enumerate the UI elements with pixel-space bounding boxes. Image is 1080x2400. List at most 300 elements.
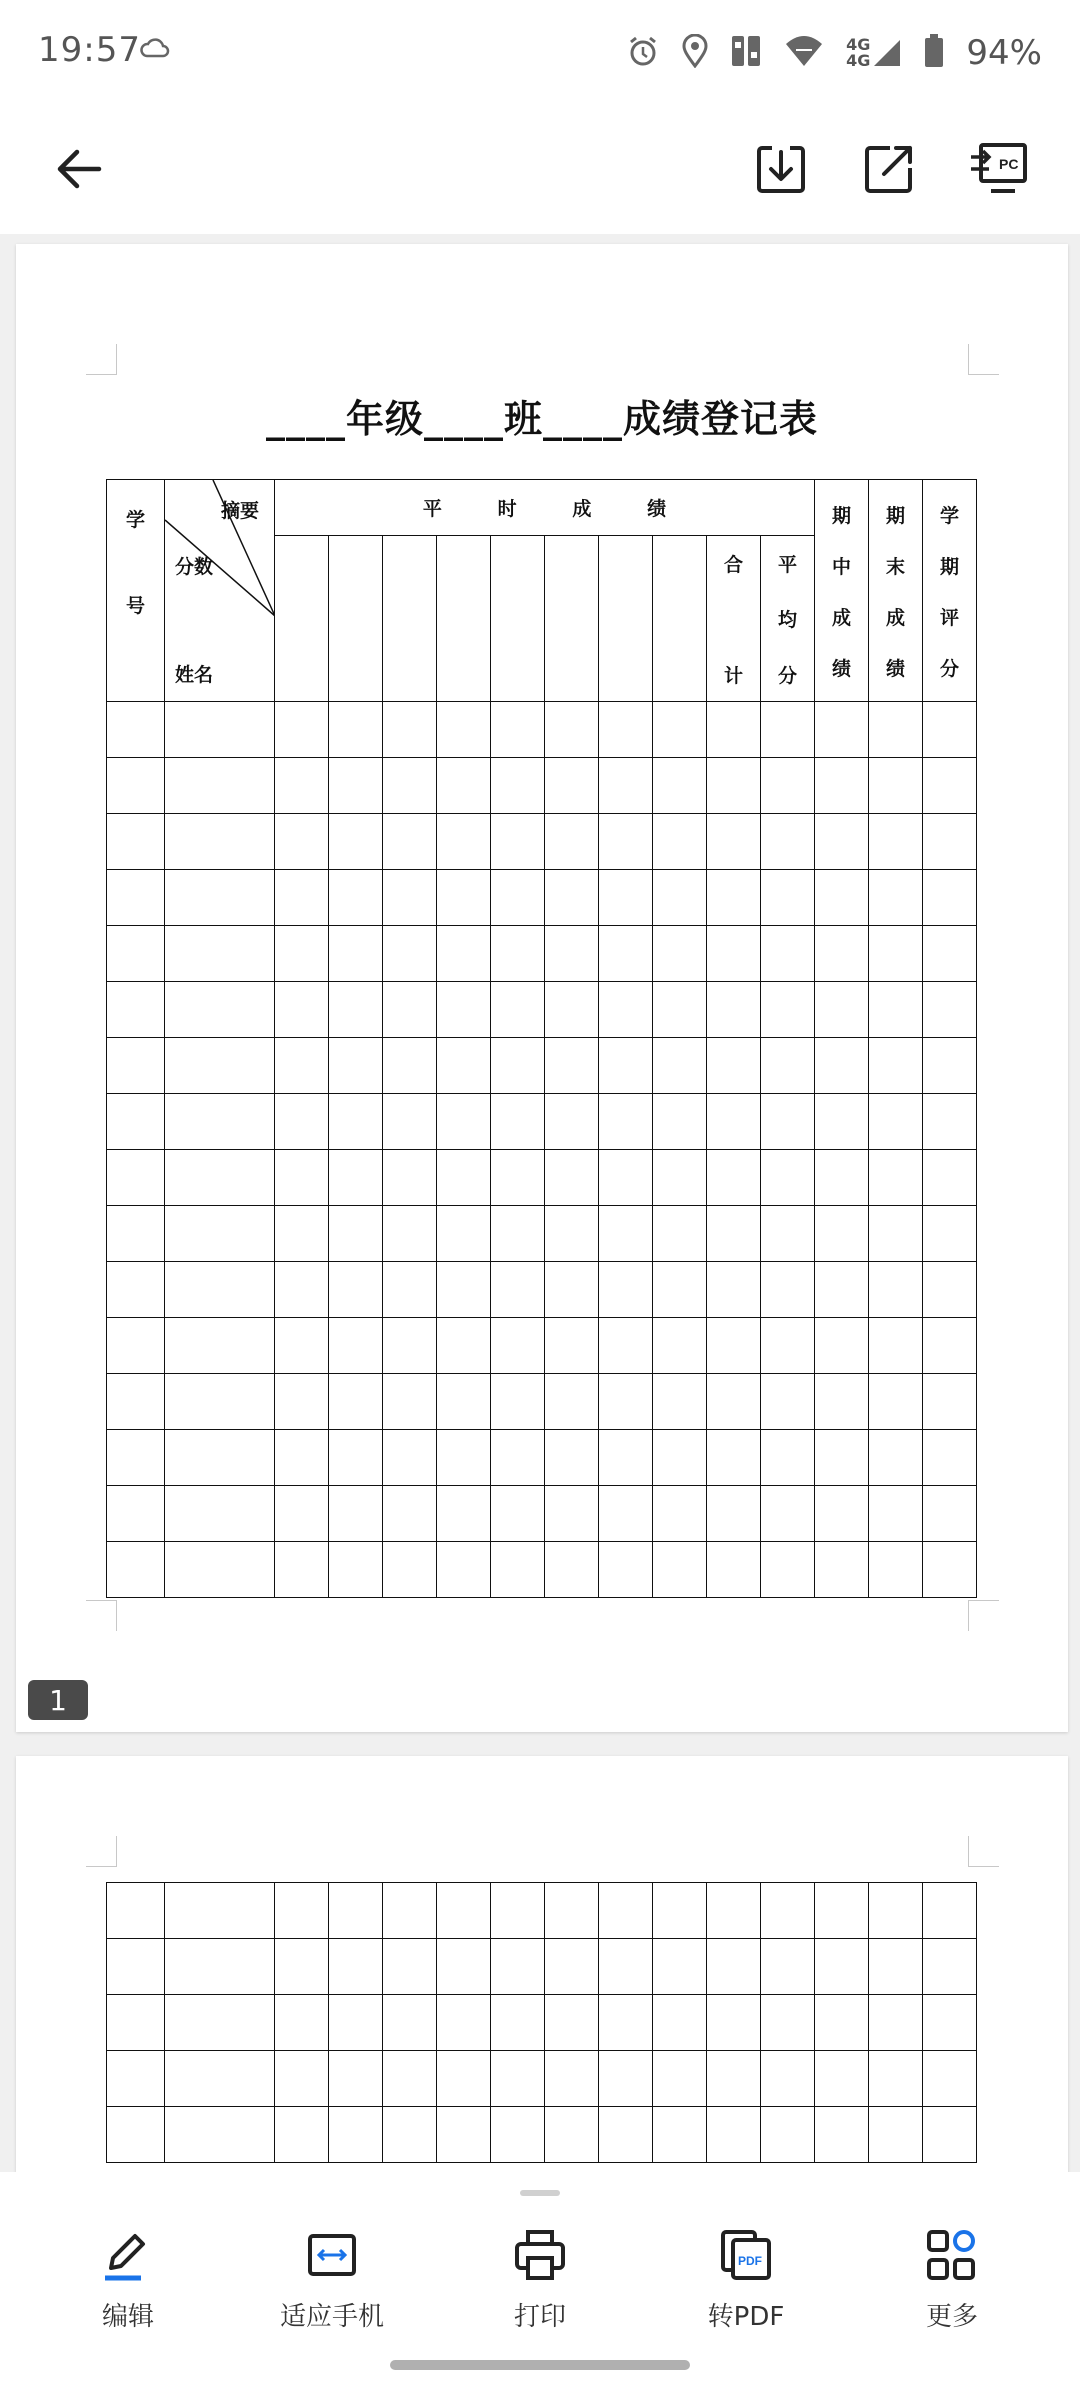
table-cell xyxy=(165,2051,275,2107)
header-midterm: 期 中 成 绩 xyxy=(815,480,869,702)
crop-mark xyxy=(968,344,999,375)
table-cell xyxy=(275,1038,329,1094)
table-cell xyxy=(383,1038,437,1094)
table-cell xyxy=(329,1150,383,1206)
table-row xyxy=(107,1939,977,1995)
battery-icon xyxy=(924,34,944,72)
table-cell xyxy=(869,982,923,1038)
table-cell xyxy=(329,926,383,982)
header-semester: 学 期 评 分 xyxy=(923,480,977,702)
table-cell xyxy=(923,1542,977,1598)
table-cell xyxy=(761,702,815,758)
blank-header-cell xyxy=(383,536,437,702)
table-cell xyxy=(869,1883,923,1939)
arrow-left-icon xyxy=(53,143,105,195)
table-cell xyxy=(491,1883,545,1939)
table-cell xyxy=(329,1206,383,1262)
table-cell xyxy=(707,2107,761,2163)
table-cell xyxy=(815,1038,869,1094)
table-cell xyxy=(761,1486,815,1542)
table-row xyxy=(107,1542,977,1598)
header-summary-label: 摘要 xyxy=(221,500,260,522)
table-row xyxy=(107,1374,977,1430)
more-button[interactable]: 更多 xyxy=(852,2228,1052,2333)
table-row xyxy=(107,1094,977,1150)
table-cell xyxy=(707,1883,761,1939)
table-cell xyxy=(923,1150,977,1206)
table-cell xyxy=(707,1374,761,1430)
drag-handle[interactable] xyxy=(520,2190,560,2196)
download-icon xyxy=(754,142,808,196)
table-cell xyxy=(761,2051,815,2107)
table-cell xyxy=(329,1995,383,2051)
table-cell xyxy=(275,982,329,1038)
table-cell xyxy=(599,2051,653,2107)
table-cell xyxy=(329,1486,383,1542)
table-row xyxy=(107,870,977,926)
table-cell xyxy=(653,1038,707,1094)
table-row xyxy=(107,1995,977,2051)
table-cell xyxy=(599,758,653,814)
table-cell xyxy=(437,1206,491,1262)
table-cell xyxy=(545,1542,599,1598)
table-cell xyxy=(707,1038,761,1094)
header-average: 平 均 分 xyxy=(761,536,815,702)
table-cell xyxy=(107,1150,165,1206)
table-row xyxy=(107,2107,977,2163)
table-row xyxy=(107,758,977,814)
table-cell xyxy=(653,1374,707,1430)
table-cell xyxy=(869,1262,923,1318)
table-cell xyxy=(437,1318,491,1374)
table-cell xyxy=(329,1542,383,1598)
table-cell xyxy=(107,1374,165,1430)
table-cell xyxy=(599,982,653,1038)
table-cell xyxy=(437,702,491,758)
battery-percentage: 94% xyxy=(966,33,1042,73)
table-cell xyxy=(599,1150,653,1206)
table-cell xyxy=(329,1939,383,1995)
table-cell xyxy=(599,870,653,926)
alarm-icon xyxy=(626,34,660,72)
table-cell xyxy=(869,758,923,814)
table-cell xyxy=(599,1206,653,1262)
table-cell xyxy=(599,926,653,982)
table-cell xyxy=(869,2051,923,2107)
table-cell xyxy=(707,702,761,758)
table-cell xyxy=(653,814,707,870)
table-cell xyxy=(653,1094,707,1150)
convert-pdf-button[interactable]: PDF 转PDF xyxy=(646,2228,846,2333)
table-cell xyxy=(923,1486,977,1542)
table-cell xyxy=(815,1486,869,1542)
blank-header-cell xyxy=(653,536,707,702)
table-cell xyxy=(869,1206,923,1262)
table-cell xyxy=(599,1262,653,1318)
document-page-1[interactable] xyxy=(16,244,1068,1732)
table-cell xyxy=(653,1430,707,1486)
table-cell xyxy=(815,2051,869,2107)
table-cell xyxy=(383,1374,437,1430)
download-button[interactable] xyxy=(738,126,824,212)
table-cell xyxy=(653,926,707,982)
table-cell xyxy=(923,2051,977,2107)
table-cell xyxy=(869,1542,923,1598)
table-cell xyxy=(165,1150,275,1206)
table-cell xyxy=(329,1262,383,1318)
table-cell xyxy=(869,1374,923,1430)
crop-mark xyxy=(86,344,117,375)
table-cell xyxy=(383,1150,437,1206)
blank-header-cell xyxy=(491,536,545,702)
table-cell xyxy=(653,982,707,1038)
table-cell xyxy=(329,2051,383,2107)
table-cell xyxy=(275,1430,329,1486)
table-cell xyxy=(437,1542,491,1598)
table-cell xyxy=(437,1939,491,1995)
table-cell xyxy=(653,1318,707,1374)
table-cell xyxy=(383,758,437,814)
table-cell xyxy=(707,1206,761,1262)
blank-header-cell xyxy=(275,536,329,702)
table-cell xyxy=(165,814,275,870)
table-cell xyxy=(545,814,599,870)
table-cell xyxy=(491,1038,545,1094)
table-cell xyxy=(599,1883,653,1939)
table-cell xyxy=(707,1150,761,1206)
table-cell xyxy=(545,1374,599,1430)
table-cell xyxy=(707,1318,761,1374)
table-cell xyxy=(761,758,815,814)
table-cell xyxy=(165,758,275,814)
table-cell xyxy=(815,1374,869,1430)
table-cell xyxy=(545,982,599,1038)
table-cell xyxy=(869,1939,923,1995)
more-grid-icon xyxy=(925,2228,979,2282)
table-cell xyxy=(923,1430,977,1486)
table-cell xyxy=(545,2051,599,2107)
table-cell xyxy=(815,926,869,982)
table-cell xyxy=(869,1486,923,1542)
table-cell xyxy=(275,814,329,870)
table-cell xyxy=(437,758,491,814)
table-cell xyxy=(437,870,491,926)
table-cell xyxy=(275,1262,329,1318)
table-cell xyxy=(107,1486,165,1542)
table-cell xyxy=(437,1150,491,1206)
table-cell xyxy=(275,870,329,926)
table-cell xyxy=(107,1430,165,1486)
table-cell xyxy=(275,758,329,814)
table-cell xyxy=(545,1883,599,1939)
table-cell xyxy=(491,1206,545,1262)
table-cell xyxy=(383,2051,437,2107)
table-cell xyxy=(923,870,977,926)
table-cell xyxy=(165,1374,275,1430)
table-cell xyxy=(653,1883,707,1939)
table-cell xyxy=(491,1150,545,1206)
back-button[interactable] xyxy=(36,126,122,212)
table-cell xyxy=(869,1995,923,2051)
table-cell xyxy=(329,982,383,1038)
gesture-navigation-bar[interactable] xyxy=(390,2360,690,2370)
table-cell xyxy=(761,2107,815,2163)
share-button[interactable] xyxy=(846,126,932,212)
table-cell xyxy=(437,1094,491,1150)
table-cell xyxy=(707,1939,761,1995)
table-cell xyxy=(275,1318,329,1374)
table-cell xyxy=(545,1262,599,1318)
table-cell xyxy=(491,870,545,926)
table-cell xyxy=(707,2051,761,2107)
table-cell xyxy=(165,1038,275,1094)
table-row xyxy=(107,1430,977,1486)
table-cell xyxy=(923,1374,977,1430)
nfc-icon xyxy=(730,34,762,72)
table-cell xyxy=(329,702,383,758)
table-cell xyxy=(275,1206,329,1262)
table-cell xyxy=(437,2107,491,2163)
table-cell xyxy=(107,1318,165,1374)
table-cell xyxy=(923,814,977,870)
table-cell xyxy=(165,1995,275,2051)
table-cell xyxy=(653,702,707,758)
table-cell xyxy=(761,1150,815,1206)
table-cell xyxy=(437,1430,491,1486)
table-cell xyxy=(165,982,275,1038)
table-cell xyxy=(107,814,165,870)
table-cell xyxy=(653,2107,707,2163)
table-cell xyxy=(383,1262,437,1318)
table-cell xyxy=(437,1883,491,1939)
table-cell xyxy=(383,1542,437,1598)
edit-button[interactable]: 编辑 xyxy=(28,2228,228,2333)
table-cell xyxy=(383,870,437,926)
table-cell xyxy=(761,1262,815,1318)
table-cell xyxy=(491,1486,545,1542)
table-cell xyxy=(815,1939,869,1995)
table-cell xyxy=(599,1486,653,1542)
table-cell xyxy=(107,1995,165,2051)
table-cell xyxy=(491,926,545,982)
table-cell xyxy=(491,1094,545,1150)
table-cell xyxy=(761,1038,815,1094)
table-cell xyxy=(275,1150,329,1206)
table-cell xyxy=(653,1150,707,1206)
table-cell xyxy=(923,1883,977,1939)
table-cell xyxy=(165,1883,275,1939)
table-cell xyxy=(545,926,599,982)
table-cell xyxy=(599,1374,653,1430)
table-cell xyxy=(923,1939,977,1995)
table-cell xyxy=(107,1542,165,1598)
table-cell xyxy=(383,1430,437,1486)
table-cell xyxy=(491,1430,545,1486)
table-cell xyxy=(707,1995,761,2051)
table-cell xyxy=(107,982,165,1038)
table-cell xyxy=(761,1430,815,1486)
table-cell xyxy=(491,1939,545,1995)
table-cell xyxy=(107,758,165,814)
table-row xyxy=(107,1150,977,1206)
table-cell xyxy=(437,1262,491,1318)
table-cell xyxy=(275,2051,329,2107)
table-cell xyxy=(165,1939,275,1995)
table-cell xyxy=(329,2107,383,2163)
table-cell xyxy=(599,1995,653,2051)
header-diagonal-cell xyxy=(165,480,275,702)
crop-mark xyxy=(968,1600,999,1631)
table-cell xyxy=(383,814,437,870)
table-cell xyxy=(761,1374,815,1430)
table-cell xyxy=(491,1318,545,1374)
table-cell xyxy=(275,702,329,758)
table-cell xyxy=(815,1995,869,2051)
document-page-2[interactable] xyxy=(16,1756,1068,2176)
table-cell xyxy=(599,1939,653,1995)
table-cell xyxy=(815,1430,869,1486)
header-student-id: 学 号 xyxy=(107,480,165,702)
table-cell xyxy=(815,1318,869,1374)
table-cell xyxy=(329,1318,383,1374)
table-cell xyxy=(869,1094,923,1150)
table-cell xyxy=(761,1939,815,1995)
table-cell xyxy=(815,1883,869,1939)
table-cell xyxy=(437,982,491,1038)
table-cell xyxy=(491,1262,545,1318)
table-row xyxy=(107,1262,977,1318)
table-cell xyxy=(491,1374,545,1430)
table-cell xyxy=(761,870,815,926)
table-cell xyxy=(815,1150,869,1206)
table-cell xyxy=(165,870,275,926)
table-row xyxy=(107,1038,977,1094)
table-cell xyxy=(383,1206,437,1262)
table-cell xyxy=(107,702,165,758)
table-cell xyxy=(599,2107,653,2163)
print-button[interactable]: 打印 xyxy=(440,2228,640,2333)
table-cell xyxy=(815,758,869,814)
table-cell xyxy=(653,1262,707,1318)
table-cell xyxy=(707,1094,761,1150)
table-row xyxy=(107,1486,977,1542)
send-to-pc-button[interactable] xyxy=(956,126,1042,212)
table-cell xyxy=(165,1094,275,1150)
table-cell xyxy=(707,1430,761,1486)
crop-mark xyxy=(86,1836,117,1867)
table-cell xyxy=(491,2051,545,2107)
table-cell xyxy=(599,1318,653,1374)
table-cell xyxy=(761,814,815,870)
table-cell xyxy=(545,1206,599,1262)
table-cell xyxy=(491,2107,545,2163)
blank-header-cell xyxy=(599,536,653,702)
table-cell xyxy=(653,1939,707,1995)
table-cell xyxy=(815,2107,869,2163)
table-cell xyxy=(707,982,761,1038)
table-cell xyxy=(107,926,165,982)
table-cell xyxy=(923,1038,977,1094)
table-cell xyxy=(329,1430,383,1486)
table-cell xyxy=(869,702,923,758)
grade-table xyxy=(106,479,977,1598)
table-cell xyxy=(275,1939,329,1995)
table-cell xyxy=(869,926,923,982)
table-cell xyxy=(545,1094,599,1150)
table-cell xyxy=(815,814,869,870)
table-cell xyxy=(869,1318,923,1374)
table-cell xyxy=(275,1883,329,1939)
table-cell xyxy=(761,982,815,1038)
table-cell xyxy=(707,1486,761,1542)
table-cell xyxy=(761,1883,815,1939)
fit-phone-button[interactable]: 适应手机 xyxy=(232,2228,432,2333)
table-cell xyxy=(107,1038,165,1094)
table-cell xyxy=(545,870,599,926)
table-cell xyxy=(761,1542,815,1598)
table-cell xyxy=(107,1939,165,1995)
header-name-label: 姓名 xyxy=(175,664,214,686)
cellular-signal-icon: 4G 4G xyxy=(846,37,902,69)
table-row xyxy=(107,926,977,982)
table-cell xyxy=(653,2051,707,2107)
table-cell xyxy=(107,1206,165,1262)
printer-icon xyxy=(513,2228,567,2282)
table-cell xyxy=(869,1430,923,1486)
table-cell xyxy=(491,702,545,758)
table-cell xyxy=(383,1883,437,1939)
table-cell xyxy=(815,1206,869,1262)
table-cell xyxy=(437,1486,491,1542)
header-score-label: 分数 xyxy=(175,556,214,578)
table-cell xyxy=(707,870,761,926)
table-cell xyxy=(923,1262,977,1318)
table-cell xyxy=(491,814,545,870)
document-title: ____年级____班____成绩登记表 xyxy=(265,397,818,441)
blank-header-cell xyxy=(437,536,491,702)
table-cell xyxy=(923,702,977,758)
table-cell xyxy=(599,1430,653,1486)
table-cell xyxy=(329,814,383,870)
table-cell xyxy=(815,1262,869,1318)
table-cell xyxy=(383,1486,437,1542)
table-cell xyxy=(383,1995,437,2051)
blank-header-cell xyxy=(329,536,383,702)
table-cell xyxy=(165,1542,275,1598)
table-cell xyxy=(107,1094,165,1150)
table-cell xyxy=(815,702,869,758)
cloud-icon xyxy=(140,36,170,64)
table-row xyxy=(107,1318,977,1374)
table-cell xyxy=(383,926,437,982)
table-cell xyxy=(761,1206,815,1262)
table-cell xyxy=(165,1430,275,1486)
table-cell xyxy=(491,1542,545,1598)
table-cell xyxy=(761,1318,815,1374)
table-cell xyxy=(653,1486,707,1542)
table-cell xyxy=(815,870,869,926)
table-cell xyxy=(545,758,599,814)
table-cell xyxy=(653,870,707,926)
table-cell xyxy=(707,1542,761,1598)
table-cell xyxy=(329,870,383,926)
table-cell xyxy=(761,926,815,982)
svg-text:PDF: PDF xyxy=(738,2254,762,2268)
table-cell xyxy=(599,1542,653,1598)
table-cell xyxy=(761,1094,815,1150)
table-cell xyxy=(383,1318,437,1374)
table-cell xyxy=(545,2107,599,2163)
